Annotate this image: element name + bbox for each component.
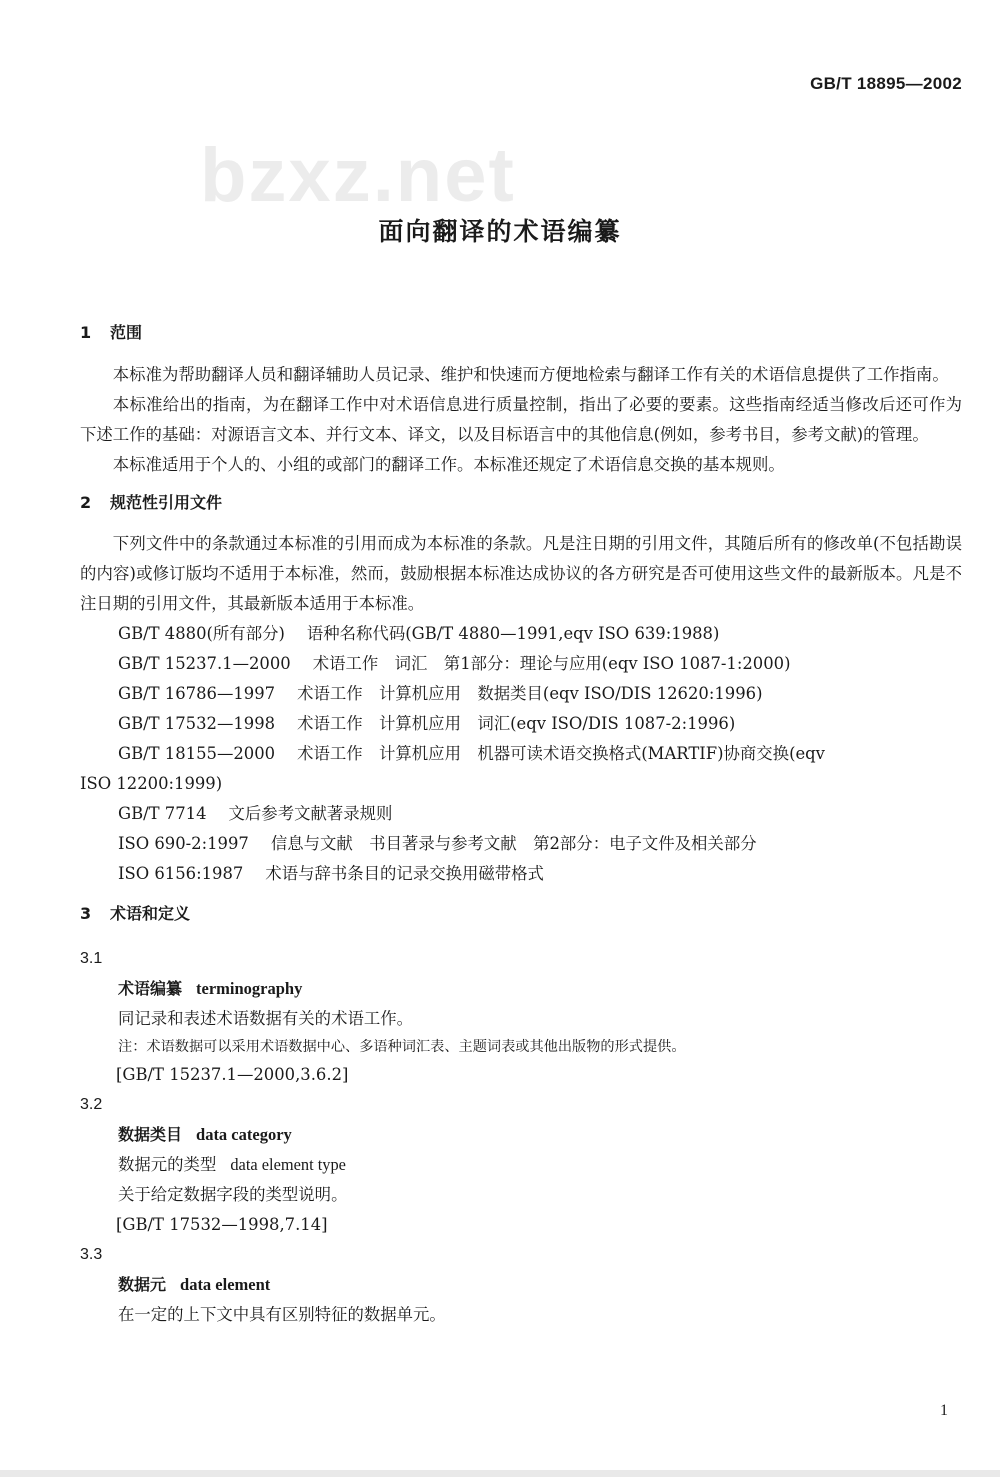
reference-item [80,619,962,649]
term-entry [80,1270,962,1300]
reference-title: 语种名称代码(GB/T 4880—1991,eqv ISO 639:1988) [306,624,720,643]
reference-continuation: ISO 12200:1999) [80,774,223,793]
page-number: 1 [940,1402,948,1419]
term-number: 3.2 [80,1096,103,1113]
reference-item [80,799,962,829]
standard-code: GB/T 18895—2002 [810,74,962,93]
term-definition: 关于给定数据字段的类型说明。 [118,1185,348,1204]
admitted-term-en: data element type [230,1155,346,1174]
reference-title: 术语工作 计算机应用 机器可读术语交换格式(MARTIF)协商交换(eqv [297,744,825,763]
document-title: 面向翻译的术语编纂 [378,217,622,246]
reference-title: 文后参考文献著录规则 [228,804,393,823]
section-number: 2 [80,493,92,512]
reference-code: GB/T 15237.1—2000 [118,654,291,673]
reference-code: GB/T 4880(所有部分) [118,624,285,643]
term-definition: 同记录和表述术语数据有关的术语工作。 [118,1009,414,1028]
term-definition: 在一定的上下文中具有区别特征的数据单元。 [118,1305,446,1324]
reference-code: GB/T 17532—1998 [118,714,276,733]
paragraph: 本标准给出的指南，为在翻译工作中对术语信息进行质量控制，指出了必要的要素。这些指南经适当修改后还可作为下述工作的基础：对源语言文本、并行文本、译文，以及目标语言中的其他信息(例如，参考书目，参考文献)的管理。 [80,395,962,444]
section-number: 1 [80,323,92,342]
admitted-term [80,1150,962,1180]
reference-title: 术语与辞书条目的记录交换用磁带格式 [265,864,544,883]
preferred-term-zh: 术语编纂 [118,979,183,998]
page-bottom-edge [0,1470,1000,1477]
term-entry [80,1120,962,1150]
reference-title: 术语工作 计算机应用 数据类目(eqv ISO/DIS 12620:1996) [297,684,763,703]
section-heading-terms-definitions [80,899,962,929]
section-title: 范围 [110,323,143,342]
reference-code: ISO 690-2:1997 [118,834,249,853]
section-title: 规范性引用文件 [110,493,223,512]
reference-code: GB/T 18155—2000 [118,744,276,763]
section-title: 术语和定义 [110,904,191,923]
paragraph: 本标准适用于个人的、小组的或部门的翻译工作。本标准还规定了术语信息交换的基本规则。 [112,455,785,474]
reference-code: GB/T 16786—1997 [118,684,276,703]
reference-title: 信息与文献 书目著录与参考文献 第2部分：电子文件及相关部分 [270,834,757,853]
reference-title: 术语工作 计算机应用 词汇(eqv ISO/DIS 1087-2:1996) [297,714,736,733]
section-heading-scope [80,318,962,348]
reference-item [80,709,962,739]
reference-code: GB/T 7714 [118,804,207,823]
reference-item [80,649,962,679]
reference-item [80,679,962,709]
reference-item [80,739,962,769]
term-entry [80,974,962,1004]
reference-title: 术语工作 词汇 第1部分：理论与应用(eqv ISO 1087-1:2000) [312,654,791,673]
watermark: bzxz.net [200,133,516,218]
preferred-term-en: data element [180,1275,271,1294]
term-number: 3.3 [80,1246,103,1263]
reference-item [80,829,962,859]
paragraph: 本标准为帮助翻译人员和翻译辅助人员记录、维护和快速而方便地检索与翻译工作有关的术语信息提供了工作指南。 [112,365,949,384]
term-number: 3.1 [80,950,103,967]
term-note: 注：术语数据可以采用术语数据中心、多语种词汇表、主题词表或其他出版物的形式提供。 [118,1039,686,1055]
paragraph: 下列文件中的条款通过本标准的引用而成为本标准的条款。凡是注日期的引用文件，其随后所有的修改单(不包括勘误的内容)或修订版均不适用于本标准，然而，鼓励根据本标准达成协议的各方研究是否可使用这些文件的最新版本。凡是不注日期的引用文件，其最新版本适用于本标准。 [80,534,962,613]
reference-item [80,859,962,889]
document-body [80,318,962,1330]
preferred-term-en: data category [196,1125,292,1144]
section-number: 3 [80,904,92,923]
preferred-term-zh: 数据类目 [118,1125,183,1144]
admitted-term-zh: 数据元的类型 [118,1155,217,1174]
term-source: [GB/T 15237.1—2000,3.6.2] [116,1065,349,1084]
preferred-term-zh: 数据元 [118,1275,167,1294]
term-source: [GB/T 17532—1998,7.14] [116,1215,328,1234]
section-heading-normative-references [80,488,962,518]
preferred-term-en: terminography [196,979,303,998]
reference-code: ISO 6156:1987 [118,864,244,883]
